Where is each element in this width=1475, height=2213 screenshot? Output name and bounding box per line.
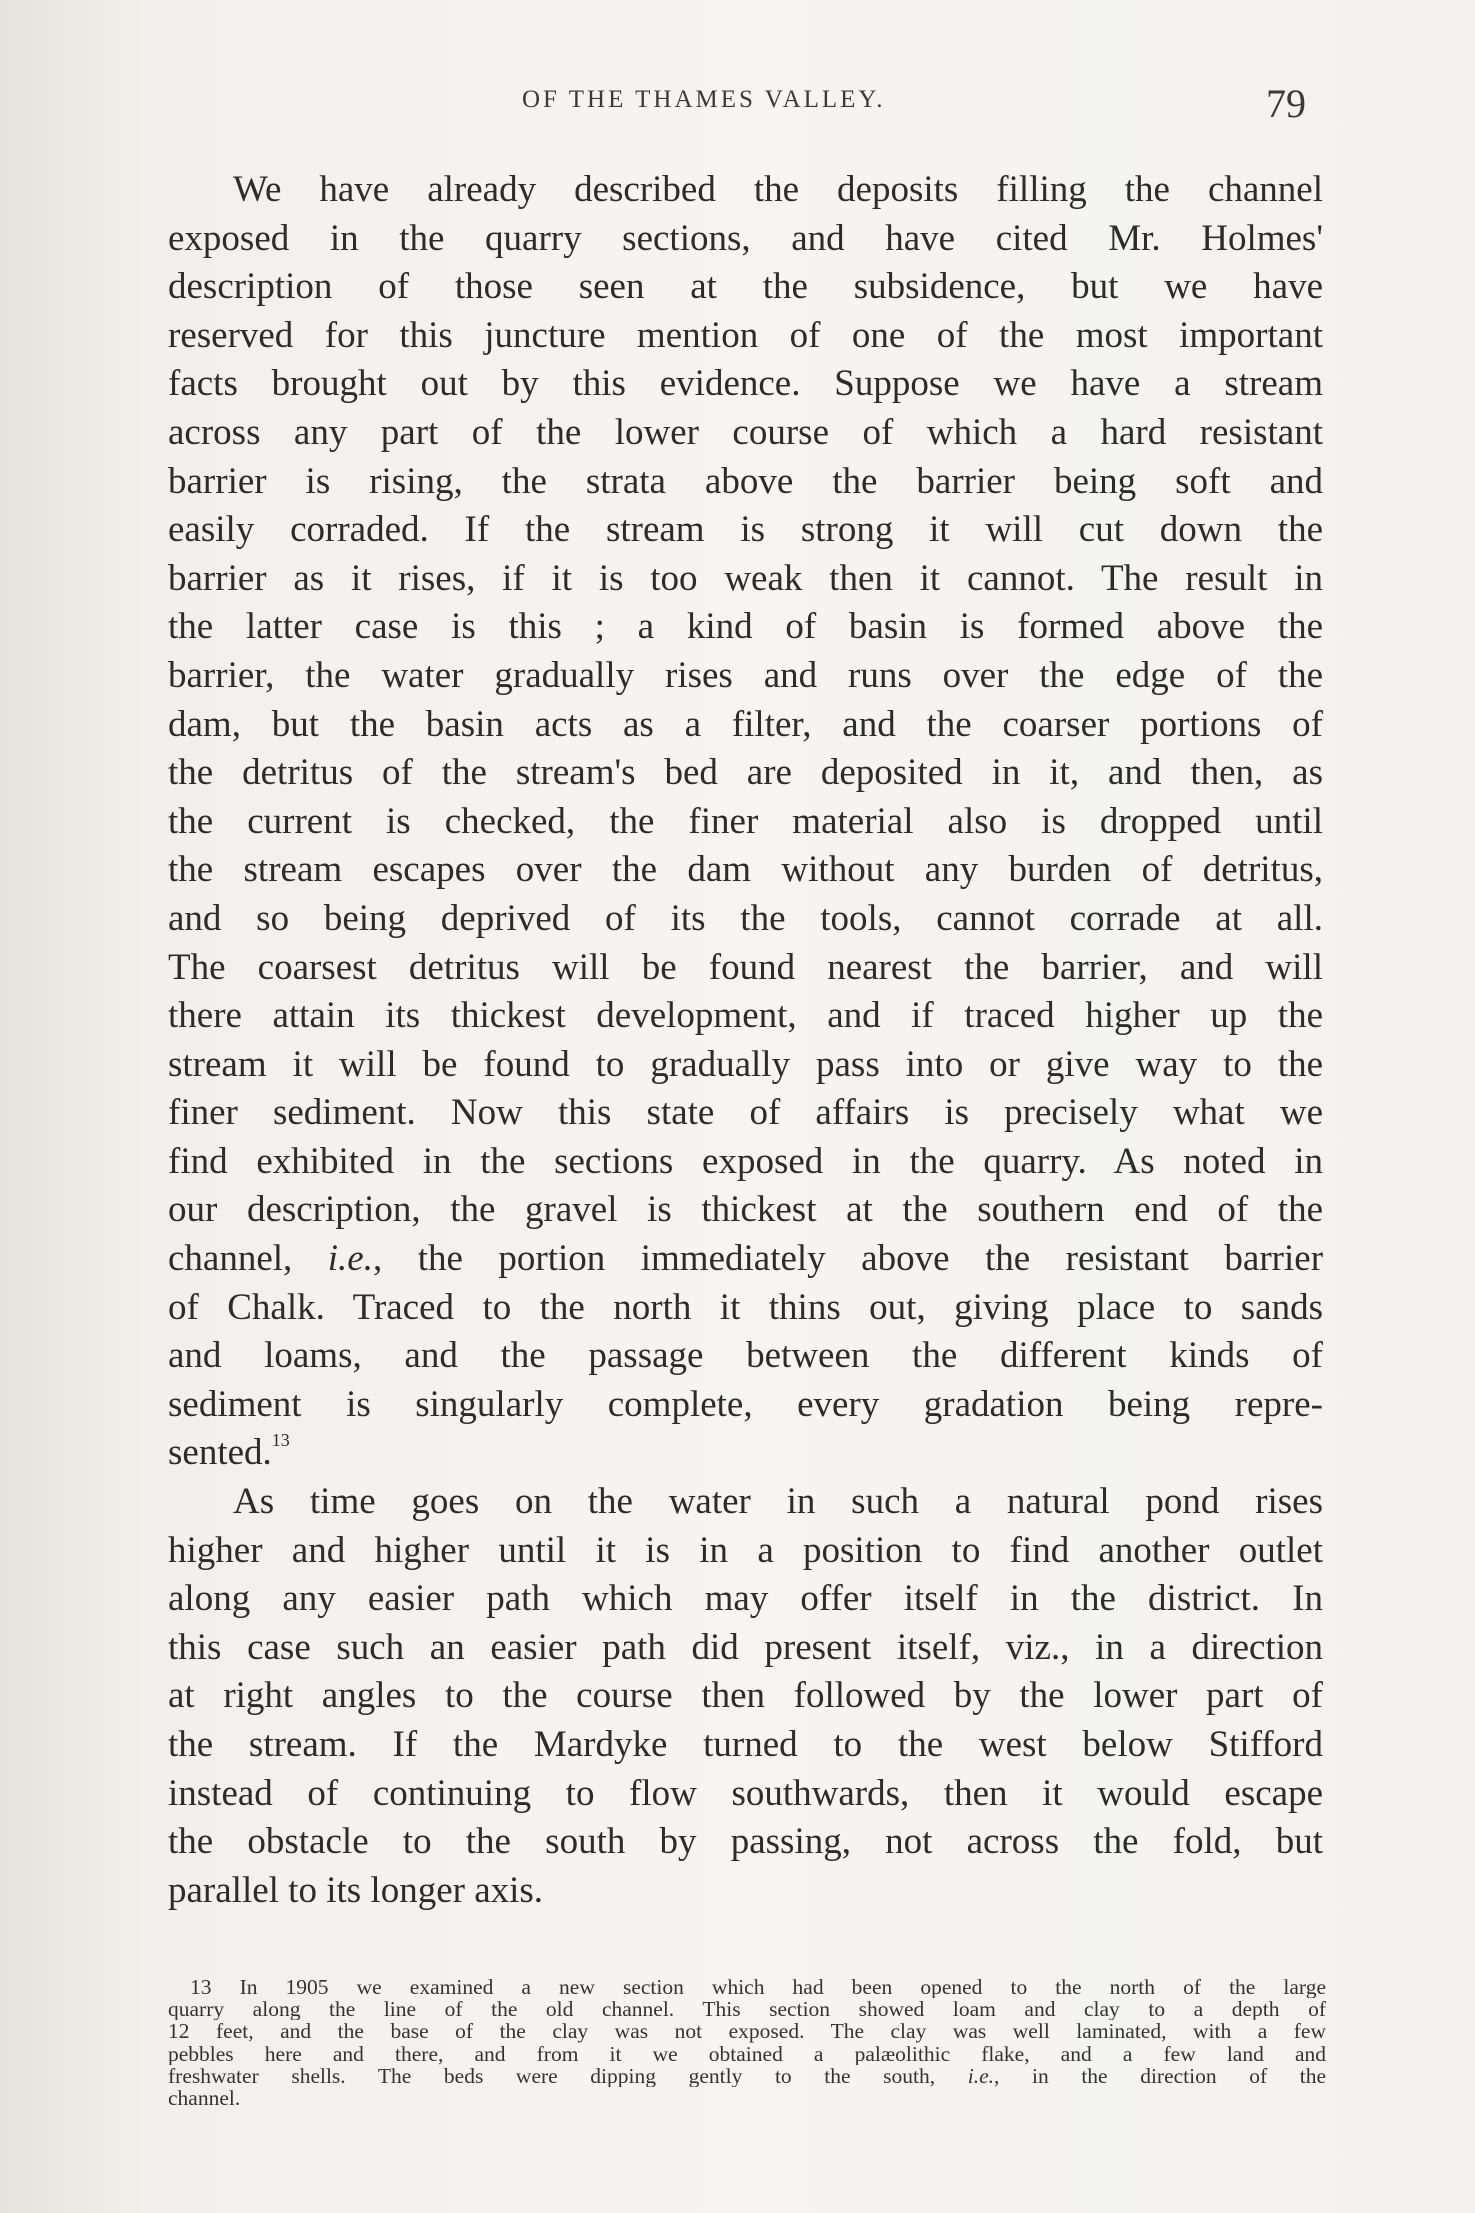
text-line xyxy=(168,1429,1323,1478)
text-line-start: channel, xyxy=(168,1238,328,1280)
text-line: dam, but the basin acts as a filter, and the coarser portions of xyxy=(168,703,1323,745)
footnote-line: 12 feet, and the base of the clay was not exposed. The clay was well laminated, with a few xyxy=(168,2020,1326,2043)
text-line: find exhibited in the sections exposed in the quarry. As noted in xyxy=(168,1140,1323,1182)
text-line: The coarsest detritus will be found nearest the barrier, and will xyxy=(168,946,1323,988)
text-line: the stream escapes over the dam without any burden of detritus, xyxy=(168,849,1323,891)
footnote-reference[interactable]: 13 xyxy=(271,1430,290,1451)
paragraph-1 xyxy=(168,166,1323,1478)
text-line: stream it will be found to gradually pass into or give way to the xyxy=(168,1043,1323,1085)
body-text xyxy=(168,166,1323,1915)
italic-abbreviation: i.e. xyxy=(967,2064,995,2087)
page-number: 79 xyxy=(1266,81,1306,126)
text-line: the current is checked, the finer material also is dropped until xyxy=(168,800,1323,842)
text-line: finer sediment. Now this state of affairs is precisely what we xyxy=(168,1092,1323,1134)
text-line: As time goes on the water in such a natural pond rises xyxy=(233,1481,1323,1523)
footnote-line: quarry along the line of the old channel. This section showed loam and clay to a depth of xyxy=(168,1998,1326,2021)
footnote-line xyxy=(168,2065,1326,2087)
text-line: We have already described the deposits filling the channel xyxy=(233,169,1323,210)
text-line-end: , the portion immediately above the resistant barrier xyxy=(372,1238,1323,1280)
text-line: the stream. If the Mardyke turned to the west below Stifford xyxy=(168,1724,1323,1765)
text-line xyxy=(168,1235,1323,1284)
text-line: barrier, the water gradually rises and runs over the edge of the xyxy=(168,654,1323,696)
text-line: barrier is rising, the strata above the barrier being soft and xyxy=(168,460,1323,502)
text-line: and loams, and the passage between the different kinds of xyxy=(168,1335,1323,1377)
text-line: at right angles to the course then followed by the lower part of xyxy=(168,1675,1323,1717)
text-line: across any part of the lower course of which a hard resistant xyxy=(168,411,1323,453)
footnote-line: pebbles here and there, and from it we obtained a palæolithic flake, and a few land and xyxy=(168,2042,1326,2065)
text-line: parallel to its longer axis. xyxy=(168,1869,544,1911)
text-line: reserved for this juncture mention of one of the most important xyxy=(168,314,1323,356)
text-line: our description, the gravel is thickest at the southern end of the xyxy=(168,1189,1323,1231)
text-line-start: sented. xyxy=(168,1432,272,1474)
text-line: this case such an easier path did present itself, viz., in a direction xyxy=(168,1626,1323,1668)
footnote-line-start: freshwater shells. The beds were dipping gently to the south, xyxy=(168,2064,968,2087)
text-line: exposed in the quarry sections, and have cited Mr. Holmes' xyxy=(168,217,1323,259)
text-line: easily corraded. If the stream is strong it will cut down the xyxy=(168,509,1323,551)
text-line: higher and higher until it is in a position to find another outlet xyxy=(168,1529,1323,1571)
italic-abbreviation: i.e. xyxy=(327,1238,373,1280)
text-line: facts brought out by this evidence. Suppose we have a stream xyxy=(168,363,1323,405)
text-line: the latter case is this ; a kind of basin is formed above the xyxy=(168,606,1323,648)
text-line: and so being deprived of its the tools, cannot corrade at all. xyxy=(168,897,1323,939)
text-line: description of those seen at the subsidence, but we have xyxy=(168,266,1323,308)
text-line: barrier as it rises, if it is too weak then it cannot. The result in xyxy=(168,557,1323,599)
text-line: instead of continuing to flow southwards, then it would escape xyxy=(168,1772,1323,1814)
text-line: the detritus of the stream's bed are deposited in it, and then, as xyxy=(168,752,1323,794)
footnote-line: 13 In 1905 we examined a new section which had been opened to the north of the large xyxy=(190,1976,1326,1999)
text-line: along any easier path which may offer itself in the district. In xyxy=(168,1578,1323,1620)
footnote-line-end: , in the direction of the xyxy=(994,2064,1326,2087)
running-title: OF THE THAMES VALLEY. xyxy=(522,86,886,113)
footnote xyxy=(168,1976,1326,2109)
text-line: the obstacle to the south by passing, not across the fold, but xyxy=(168,1821,1323,1863)
text-line: of Chalk. Traced to the north it thins out, giving place to sands xyxy=(168,1286,1323,1328)
footnote-line: channel. xyxy=(168,2086,241,2110)
paragraph-2 xyxy=(168,1478,1323,1915)
text-line: there attain its thickest development, and if traced higher up the xyxy=(168,995,1323,1037)
text-line: sediment is singularly complete, every gradation being repre- xyxy=(168,1383,1323,1425)
